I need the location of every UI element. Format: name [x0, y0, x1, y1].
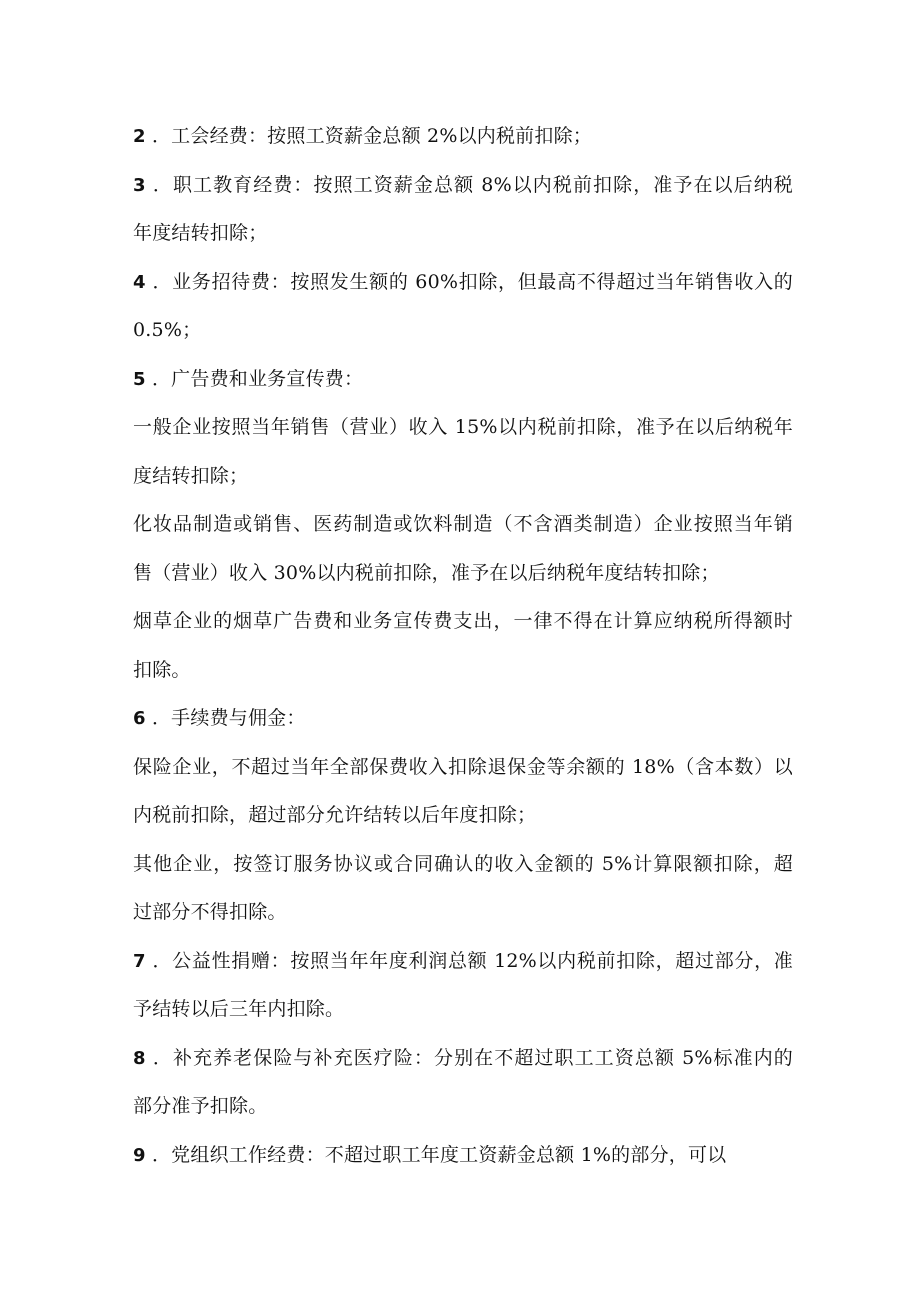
paragraph-other-line-2: 过部分不得扣除。	[133, 901, 287, 923]
item-text: ．补充养老保险与补充医疗险：分别在不超过职工工资总额 5%标准内的	[152, 1047, 793, 1069]
item-text: ．广告费和业务宣传费：	[151, 368, 364, 390]
item-number: 5	[133, 369, 146, 390]
item-number: 3	[133, 175, 146, 196]
item-number: 9	[133, 1145, 146, 1166]
item-8-line-1	[133, 1044, 793, 1073]
item-6-line-1	[133, 704, 793, 733]
item-8-line-2: 部分准予扣除。	[133, 1095, 268, 1117]
item-4-line-1	[133, 268, 793, 297]
paragraph-insurance-line-1: 保险企业，不超过当年全部保费收入扣除退保金等余额的 18%（含本数）以	[133, 756, 793, 778]
paragraph-general-line-2: 度结转扣除；	[133, 465, 249, 487]
item-number: 4	[133, 272, 146, 293]
item-3-line-1	[133, 171, 793, 200]
item-text: ．工会经费：按照工资薪金总额 2%以内税前扣除；	[151, 125, 592, 147]
item-number: 2	[133, 126, 146, 147]
paragraph-other-line-1: 其他企业，按签订服务协议或合同确认的收入金额的 5%计算限额扣除，超	[133, 853, 793, 875]
item-text: ．公益性捐赠：按照当年年度利润总额 12%以内税前扣除，超过部分，准	[152, 950, 793, 972]
item-text: ．党组织工作经费：不超过职工年度工资薪金总额 1%的部分，可以	[151, 1144, 727, 1166]
item-text: ．业务招待费：按照发生额的 60%扣除，但最高不得超过当年销售收入的	[152, 271, 793, 293]
item-7-line-1	[133, 947, 793, 976]
item-text: ．职工教育经费：按照工资薪金总额 8%以内税前扣除，准予在以后纳税	[152, 174, 793, 196]
item-text: ．手续费与佣金：	[151, 707, 306, 729]
item-7-line-2: 予结转以后三年内扣除。	[133, 998, 345, 1020]
item-4-line-2: 0.5%；	[133, 319, 202, 341]
paragraph-tobacco-line-2: 扣除。	[133, 659, 191, 681]
item-number: 6	[133, 708, 146, 729]
item-9-line-1	[133, 1141, 793, 1170]
item-2-line-1	[133, 122, 793, 151]
item-5-line-1	[133, 365, 793, 394]
item-number: 8	[133, 1048, 146, 1069]
paragraph-cosmetics-line-1: 化妆品制造或销售、医药制造或饮料制造（不含酒类制造）企业按照当年销	[133, 513, 793, 535]
item-3-line-2: 年度结转扣除；	[133, 222, 268, 244]
item-number: 7	[133, 951, 146, 972]
paragraph-tobacco-line-1: 烟草企业的烟草广告费和业务宣传费支出，一律不得在计算应纳税所得额时	[133, 610, 793, 632]
paragraph-general-line-1: 一般企业按照当年销售（营业）收入 15%以内税前扣除，准予在以后纳税年	[133, 416, 793, 438]
paragraph-insurance-line-2: 内税前扣除，超过部分允许结转以后年度扣除；	[133, 804, 537, 826]
paragraph-cosmetics-line-2: 售（营业）收入 30%以内税前扣除，准予在以后纳税年度结转扣除；	[133, 562, 720, 584]
